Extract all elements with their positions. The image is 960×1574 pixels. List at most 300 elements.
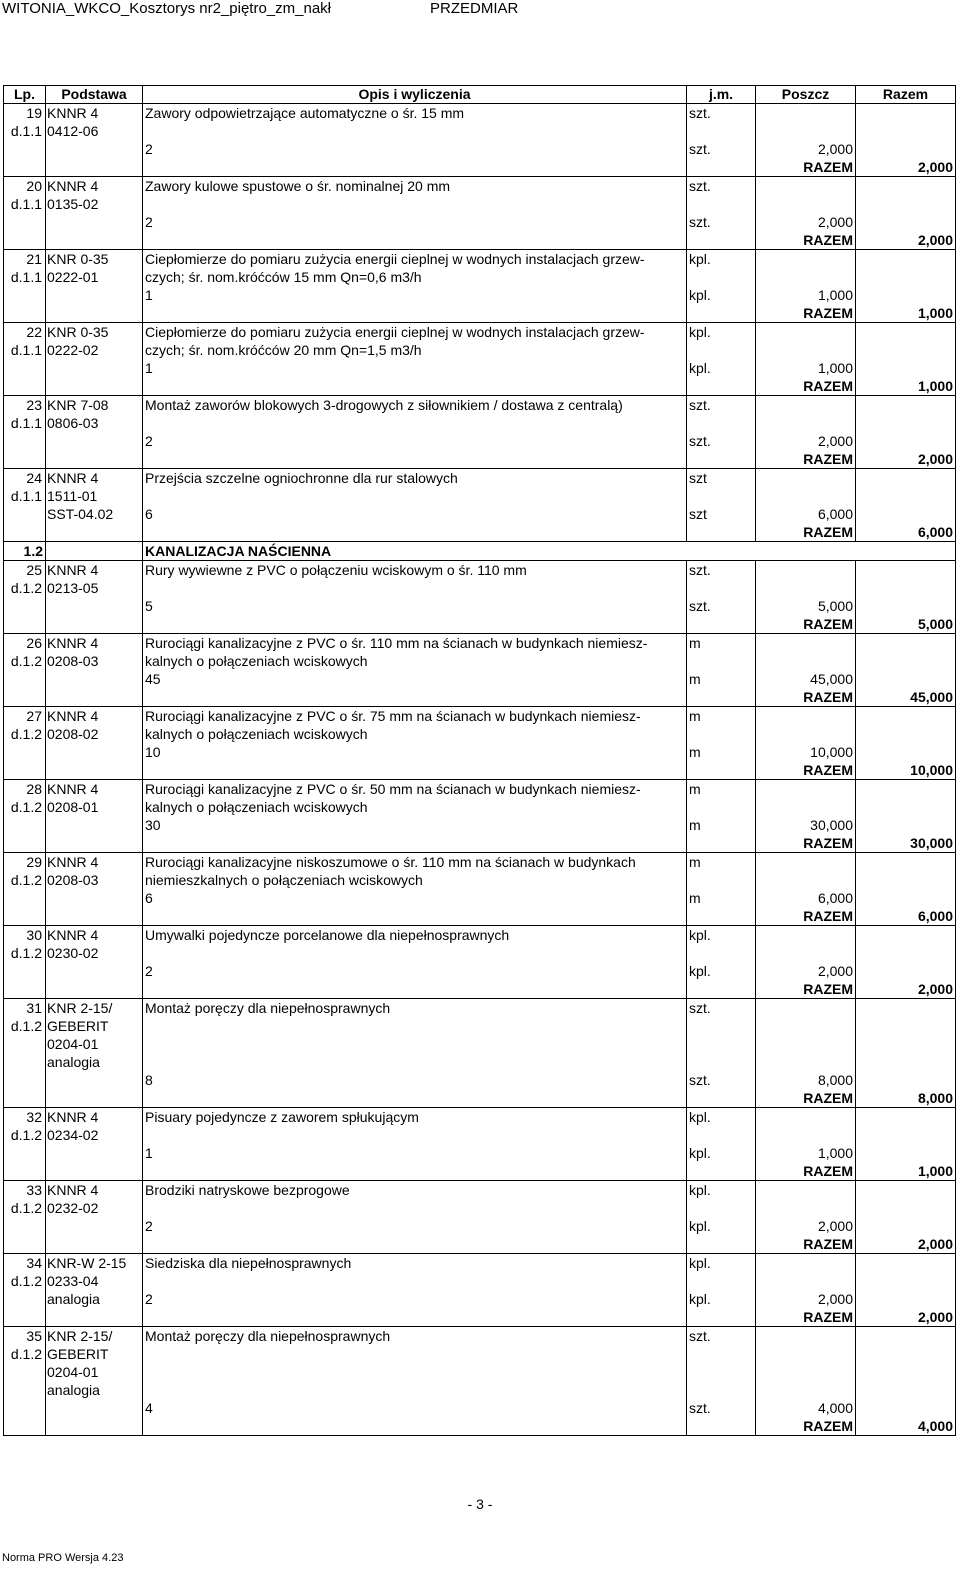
table-header (4, 86, 956, 104)
item-basis: 0412-06 (46, 122, 143, 140)
item-razem-empty (856, 487, 956, 505)
razem-empty (46, 377, 143, 396)
item-number-sub: d.1.2 (4, 944, 46, 962)
estimate-table (3, 85, 956, 1436)
item-razem-empty (856, 1199, 956, 1217)
item-unit (687, 122, 756, 140)
item-description (143, 1363, 687, 1381)
item-poszcz-empty (756, 1345, 856, 1363)
razem-row (4, 377, 956, 396)
item-unit: m (687, 634, 756, 653)
razem-empty (143, 834, 687, 853)
calc-row (4, 670, 956, 688)
item-razem-empty (856, 195, 956, 213)
section-number: 1.2 (4, 542, 46, 561)
calc-unit: szt. (687, 140, 756, 158)
item-description (143, 487, 687, 505)
item-razem-empty (856, 1345, 956, 1363)
item-unit (687, 798, 756, 816)
item-razem-empty (856, 1126, 956, 1144)
razem-empty (46, 615, 143, 634)
item-row (4, 579, 956, 597)
item-description (143, 1017, 687, 1035)
item-poszcz-empty (756, 341, 856, 359)
item-number: 29 (4, 853, 46, 872)
item-number: 21 (4, 250, 46, 269)
item-description: Montaż poręczy dla niepełnosprawnych (143, 999, 687, 1018)
col-poszcz: Poszcz (756, 86, 856, 104)
item-description: Ciepłomierze do pomiaru zużycia energii cieplnej w wodnych instalacjach grzew- (143, 250, 687, 269)
calc-expression: 8 (143, 1071, 687, 1089)
razem-value: 45,000 (856, 688, 956, 707)
item-poszcz-empty (756, 871, 856, 889)
item-row (4, 944, 956, 962)
item-basis (46, 597, 143, 615)
calc-unit: szt. (687, 597, 756, 615)
calc-razem-empty (856, 1071, 956, 1089)
razem-row (4, 980, 956, 999)
calc-value: 45,000 (756, 670, 856, 688)
item-row (4, 469, 956, 488)
razem-empty (4, 615, 46, 634)
razem-row (4, 450, 956, 469)
item-poszcz-empty (756, 268, 856, 286)
item-unit (687, 1345, 756, 1363)
calc-unit: kpl. (687, 359, 756, 377)
razem-empty (143, 688, 687, 707)
item-razem-empty (856, 1108, 956, 1127)
razem-empty (4, 1235, 46, 1254)
item-razem-empty (856, 1035, 956, 1053)
item-poszcz-empty (756, 1126, 856, 1144)
item-basis: 0222-02 (46, 341, 143, 359)
item-poszcz-empty (756, 250, 856, 269)
item-basis: 0230-02 (46, 944, 143, 962)
calc-row (4, 889, 956, 907)
razem-value: 1,000 (856, 304, 956, 323)
item-number-sub: d.1.2 (4, 1199, 46, 1217)
item-basis (46, 962, 143, 980)
razem-empty (46, 834, 143, 853)
razem-row (4, 1417, 956, 1436)
razem-row (4, 615, 956, 634)
item-razem-empty (856, 122, 956, 140)
item-unit (687, 341, 756, 359)
razem-row (4, 304, 956, 323)
item-number-empty (4, 359, 46, 377)
razem-label: RAZEM (756, 1235, 856, 1254)
calc-unit: szt. (687, 432, 756, 450)
item-description (143, 1035, 687, 1053)
item-description (143, 1126, 687, 1144)
razem-empty (143, 158, 687, 177)
item-description: Rurociągi kanalizacyjne z PVC o śr. 50 mm na ścianach w budynkach niemiesz- (143, 780, 687, 799)
item-unit: szt (687, 469, 756, 488)
item-basis: KNR 0-35 (46, 323, 143, 342)
razem-empty (143, 231, 687, 250)
calc-razem-empty (856, 962, 956, 980)
calc-expression: 6 (143, 889, 687, 907)
item-description (143, 944, 687, 962)
calc-razem-empty (856, 432, 956, 450)
item-number-empty (4, 1144, 46, 1162)
item-description: Pisuary pojedyncze z zaworem spłukującym (143, 1108, 687, 1127)
razem-empty (687, 688, 756, 707)
razem-empty (4, 304, 46, 323)
item-number-sub (4, 1053, 46, 1071)
item-razem-empty (856, 1181, 956, 1200)
item-basis: SST-04.02 (46, 505, 143, 523)
item-row (4, 634, 956, 653)
razem-empty (687, 1417, 756, 1436)
calc-value: 5,000 (756, 597, 856, 615)
item-basis: KNNR 4 (46, 561, 143, 580)
item-razem-empty (856, 579, 956, 597)
item-basis: 0204-01 (46, 1035, 143, 1053)
item-poszcz-empty (756, 1381, 856, 1399)
section-empty (46, 542, 143, 561)
item-row (4, 177, 956, 196)
item-row (4, 1254, 956, 1273)
item-description: Zawory kulowe spustowe o śr. nominalnej 20 mm (143, 177, 687, 196)
item-basis: 0135-02 (46, 195, 143, 213)
razem-empty (4, 834, 46, 853)
item-razem-empty (856, 853, 956, 872)
item-unit (687, 195, 756, 213)
item-number-sub: d.1.1 (4, 341, 46, 359)
item-unit (687, 725, 756, 743)
item-description: Rurociągi kanalizacyjne niskoszumowe o śr. 110 mm na ścianach w budynkach (143, 853, 687, 872)
item-poszcz-empty (756, 1017, 856, 1035)
item-razem-empty (856, 323, 956, 342)
item-basis: KNR 2-15/ (46, 1327, 143, 1346)
item-poszcz-empty (756, 1181, 856, 1200)
calc-razem-empty (856, 286, 956, 304)
item-poszcz-empty (756, 1053, 856, 1071)
item-poszcz-empty (756, 1108, 856, 1127)
item-basis: KNNR 4 (46, 926, 143, 945)
item-basis: KNNR 4 (46, 780, 143, 799)
item-poszcz-empty (756, 1199, 856, 1217)
razem-empty (46, 523, 143, 542)
item-basis: 0208-03 (46, 871, 143, 889)
item-poszcz-empty (756, 414, 856, 432)
item-description (143, 1345, 687, 1363)
item-basis: analogia (46, 1290, 143, 1308)
calc-razem-empty (856, 213, 956, 231)
calc-expression: 45 (143, 670, 687, 688)
item-number-empty (4, 286, 46, 304)
item-poszcz-empty (756, 323, 856, 342)
item-basis: KNR 7-08 (46, 396, 143, 415)
calc-value: 2,000 (756, 1217, 856, 1235)
document-type: PRZEDMIAR (430, 0, 519, 17)
razem-value: 6,000 (856, 523, 956, 542)
item-basis: KNNR 4 (46, 1108, 143, 1127)
item-basis: KNNR 4 (46, 707, 143, 726)
item-poszcz-empty (756, 396, 856, 415)
razem-label: RAZEM (756, 980, 856, 999)
item-razem-empty (856, 396, 956, 415)
calc-razem-empty (856, 1217, 956, 1235)
item-unit: szt. (687, 1327, 756, 1346)
item-basis (46, 140, 143, 158)
item-poszcz-empty (756, 944, 856, 962)
item-row (4, 250, 956, 269)
calc-unit: szt (687, 505, 756, 523)
item-razem-empty (856, 634, 956, 653)
razem-empty (46, 1089, 143, 1108)
calc-razem-empty (856, 1399, 956, 1417)
item-description: Rury wywiewne z PVC o połączeniu wciskowym o śr. 110 mm (143, 561, 687, 580)
item-number-sub: d.1.1 (4, 414, 46, 432)
item-unit (687, 1272, 756, 1290)
item-poszcz-empty (756, 561, 856, 580)
calc-expression: 1 (143, 359, 687, 377)
razem-empty (687, 1308, 756, 1327)
item-basis (46, 889, 143, 907)
item-basis: KNR 0-35 (46, 250, 143, 269)
calc-expression: 30 (143, 816, 687, 834)
item-basis: GEBERIT (46, 1345, 143, 1363)
item-row (4, 1017, 956, 1035)
item-number-empty (4, 597, 46, 615)
item-number: 20 (4, 177, 46, 196)
calc-razem-empty (856, 505, 956, 523)
item-number-empty (4, 1071, 46, 1089)
item-number-sub: d.1.2 (4, 798, 46, 816)
item-number-sub (4, 1363, 46, 1381)
item-number: 26 (4, 634, 46, 653)
item-razem-empty (856, 652, 956, 670)
item-basis: analogia (46, 1053, 143, 1071)
calc-unit: kpl. (687, 286, 756, 304)
item-row (4, 707, 956, 726)
calc-value: 30,000 (756, 816, 856, 834)
item-unit (687, 487, 756, 505)
item-basis: 0222-01 (46, 268, 143, 286)
razem-label: RAZEM (756, 1417, 856, 1436)
razem-value: 10,000 (856, 761, 956, 780)
item-description (143, 122, 687, 140)
razem-empty (143, 304, 687, 323)
razem-empty (687, 834, 756, 853)
item-unit: kpl. (687, 323, 756, 342)
calc-unit: kpl. (687, 1217, 756, 1235)
item-description: Montaż zaworów blokowych 3-drogowych z siłownikiem / dostawa z centralą) (143, 396, 687, 415)
razem-empty (687, 377, 756, 396)
calc-expression: 1 (143, 1144, 687, 1162)
section-row (4, 542, 956, 561)
razem-value: 5,000 (856, 615, 956, 634)
col-lp: Lp. (4, 86, 46, 104)
calc-row (4, 505, 956, 523)
razem-empty (4, 907, 46, 926)
calc-expression: 1 (143, 286, 687, 304)
item-unit: szt. (687, 396, 756, 415)
calc-row (4, 1217, 956, 1235)
item-description: Rurociągi kanalizacyjne z PVC o śr. 110 mm na ścianach w budynkach niemiesz- (143, 634, 687, 653)
item-description: Siedziska dla niepełnosprawnych (143, 1254, 687, 1273)
item-razem-empty (856, 469, 956, 488)
calc-expression: 2 (143, 962, 687, 980)
item-number-empty (4, 505, 46, 523)
item-basis (46, 1217, 143, 1235)
item-number-empty (4, 670, 46, 688)
item-poszcz-empty (756, 853, 856, 872)
item-poszcz-empty (756, 487, 856, 505)
razem-value: 1,000 (856, 1162, 956, 1181)
razem-empty (143, 980, 687, 999)
item-number: 31 (4, 999, 46, 1018)
col-razem: Razem (856, 86, 956, 104)
calc-unit: m (687, 743, 756, 761)
calc-value: 1,000 (756, 286, 856, 304)
item-basis: KNNR 4 (46, 177, 143, 196)
item-row (4, 1363, 956, 1381)
razem-empty (4, 231, 46, 250)
item-description (143, 579, 687, 597)
item-number: 27 (4, 707, 46, 726)
razem-row (4, 907, 956, 926)
razem-empty (143, 523, 687, 542)
item-row (4, 1181, 956, 1200)
calc-value: 2,000 (756, 432, 856, 450)
razem-empty (46, 231, 143, 250)
item-number: 28 (4, 780, 46, 799)
calc-row (4, 432, 956, 450)
item-poszcz-empty (756, 634, 856, 653)
razem-row (4, 1308, 956, 1327)
item-number-sub: d.1.1 (4, 268, 46, 286)
razem-empty (143, 377, 687, 396)
calc-unit: szt. (687, 213, 756, 231)
item-poszcz-empty (756, 1327, 856, 1346)
calc-unit: m (687, 889, 756, 907)
razem-empty (4, 1417, 46, 1436)
item-description: Ciepłomierze do pomiaru zużycia energii cieplnej w wodnych instalacjach grzew- (143, 323, 687, 342)
item-number-sub (4, 1035, 46, 1053)
razem-empty (143, 907, 687, 926)
razem-empty (4, 688, 46, 707)
razem-empty (687, 615, 756, 634)
item-basis: analogia (46, 1381, 143, 1399)
item-unit (687, 579, 756, 597)
razem-value: 2,000 (856, 158, 956, 177)
item-razem-empty (856, 1053, 956, 1071)
calc-unit: szt. (687, 1399, 756, 1417)
item-razem-empty (856, 944, 956, 962)
item-poszcz-empty (756, 1363, 856, 1381)
calc-razem-empty (856, 140, 956, 158)
item-basis: 0232-02 (46, 1199, 143, 1217)
razem-label: RAZEM (756, 615, 856, 634)
razem-empty (687, 907, 756, 926)
item-unit (687, 1053, 756, 1071)
calc-razem-empty (856, 1290, 956, 1308)
item-basis (46, 213, 143, 231)
razem-empty (143, 1308, 687, 1327)
item-number-empty (4, 432, 46, 450)
item-razem-empty (856, 1363, 956, 1381)
item-unit (687, 1035, 756, 1053)
item-number-empty (4, 889, 46, 907)
calc-razem-empty (856, 889, 956, 907)
calc-unit: kpl. (687, 1290, 756, 1308)
item-basis: 0208-01 (46, 798, 143, 816)
item-row (4, 798, 956, 816)
calc-row (4, 213, 956, 231)
item-poszcz-empty (756, 177, 856, 196)
item-number: 23 (4, 396, 46, 415)
item-unit (687, 414, 756, 432)
item-description (143, 1272, 687, 1290)
razem-empty (4, 1162, 46, 1181)
item-number: 19 (4, 104, 46, 123)
item-number-sub: d.1.2 (4, 725, 46, 743)
calc-row (4, 1290, 956, 1308)
item-number-empty (4, 816, 46, 834)
item-row (4, 323, 956, 342)
item-description: Rurociągi kanalizacyjne z PVC o śr. 75 mm na ścianach w budynkach niemiesz- (143, 707, 687, 726)
item-unit (687, 1017, 756, 1035)
item-poszcz-empty (756, 122, 856, 140)
item-basis: 0806-03 (46, 414, 143, 432)
item-razem-empty (856, 707, 956, 726)
calc-value: 1,000 (756, 1144, 856, 1162)
item-razem-empty (856, 798, 956, 816)
item-poszcz-empty (756, 469, 856, 488)
razem-empty (143, 761, 687, 780)
razem-label: RAZEM (756, 523, 856, 542)
item-razem-empty (856, 1017, 956, 1035)
razem-empty (687, 450, 756, 469)
razem-empty (143, 615, 687, 634)
razem-value: 6,000 (856, 907, 956, 926)
razem-empty (46, 450, 143, 469)
razem-row (4, 231, 956, 250)
calc-value: 6,000 (756, 505, 856, 523)
razem-value: 2,000 (856, 1308, 956, 1327)
razem-value: 4,000 (856, 1417, 956, 1436)
item-description: Zawory odpowietrzające automatyczne o śr. 15 mm (143, 104, 687, 123)
razem-empty (4, 450, 46, 469)
item-basis: 0234-02 (46, 1126, 143, 1144)
item-unit: szt. (687, 177, 756, 196)
item-number: 24 (4, 469, 46, 488)
razem-label: RAZEM (756, 158, 856, 177)
item-number-sub: d.1.1 (4, 122, 46, 140)
item-poszcz-empty (756, 798, 856, 816)
item-description: kalnych o połączeniach wciskowych (143, 798, 687, 816)
software-footer: Norma PRO Wersja 4.23 (2, 1552, 124, 1564)
item-row (4, 1381, 956, 1399)
item-number-empty (4, 962, 46, 980)
item-row (4, 268, 956, 286)
razem-empty (4, 761, 46, 780)
item-unit (687, 1126, 756, 1144)
razem-row (4, 834, 956, 853)
calc-row (4, 286, 956, 304)
item-number-sub: d.1.2 (4, 1345, 46, 1363)
calc-expression: 4 (143, 1399, 687, 1417)
calc-row (4, 1399, 956, 1417)
item-description (143, 1199, 687, 1217)
item-unit: m (687, 707, 756, 726)
razem-empty (687, 158, 756, 177)
razem-label: RAZEM (756, 1089, 856, 1108)
item-description: kalnych o połączeniach wciskowych (143, 725, 687, 743)
